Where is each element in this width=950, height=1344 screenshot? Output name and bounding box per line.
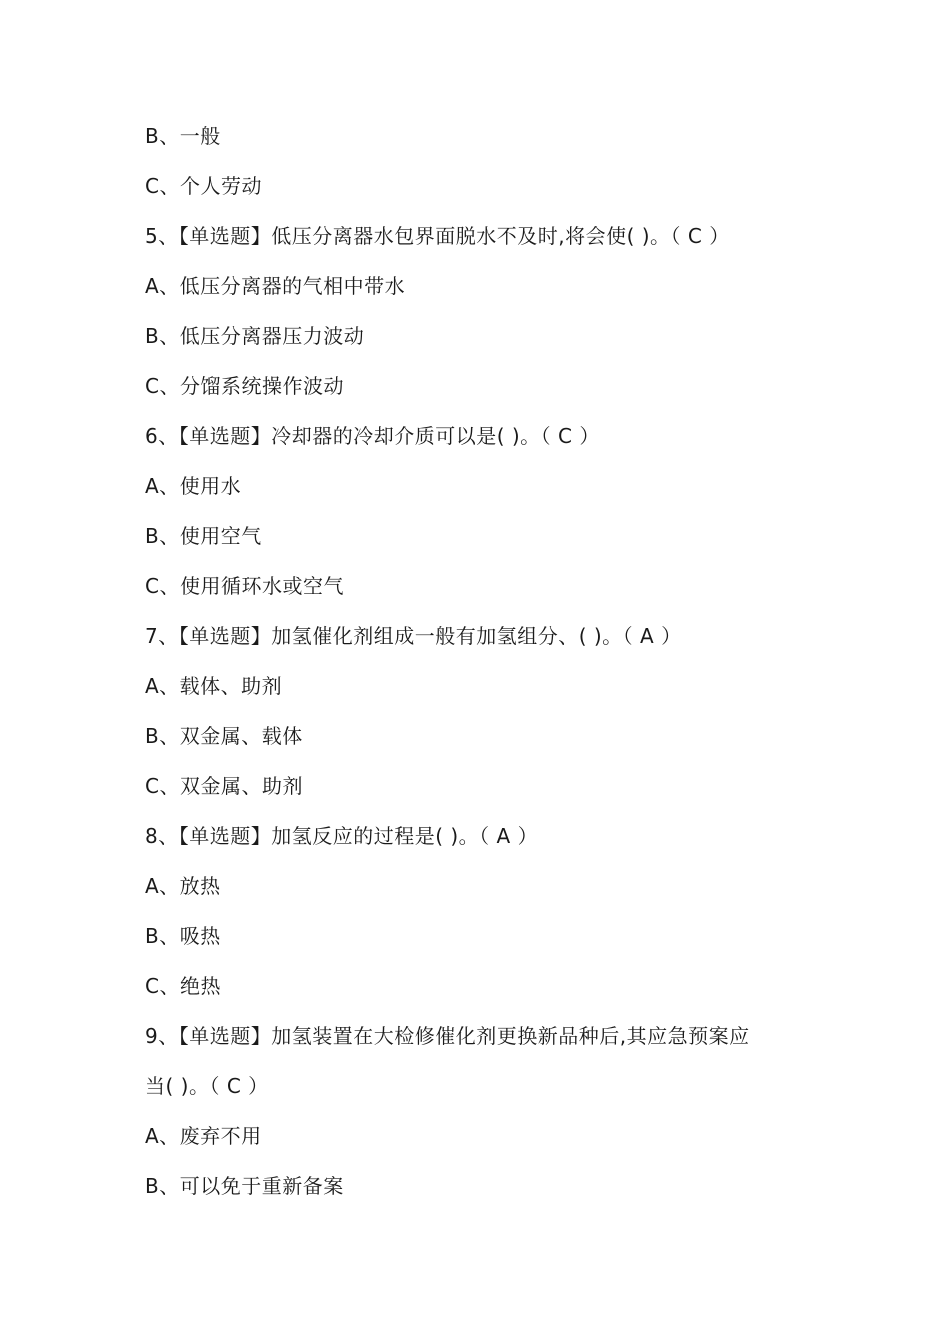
option-a-q8: A、放热 bbox=[145, 874, 221, 898]
option-b-q9: B、可以免于重新备案 bbox=[145, 1174, 344, 1198]
option-c-q7: C、双金属、助剂 bbox=[145, 774, 303, 798]
option-c-q8: C、绝热 bbox=[145, 974, 221, 998]
option-a-q7: A、载体、助剂 bbox=[145, 674, 283, 698]
option-a-q6: A、使用水 bbox=[145, 474, 242, 498]
option-b-q8: B、吸热 bbox=[145, 924, 221, 948]
question-8: 8、【单选题】加氢反应的过程是( )。（ A ） bbox=[145, 824, 539, 848]
option-b-q7: B、双金属、载体 bbox=[145, 724, 303, 748]
question-5: 5、【单选题】低压分离器水包界面脱水不及时,将会使( )。（ C ） bbox=[145, 224, 730, 248]
option-a-q5: A、低压分离器的气相中带水 bbox=[145, 274, 406, 298]
question-9-line-1: 9、【单选题】加氢装置在大检修催化剂更换新品种后,其应急预案应 bbox=[145, 1024, 750, 1048]
question-9-line-2: 当( )。（ C ） bbox=[145, 1074, 269, 1098]
option-b-q6: B、使用空气 bbox=[145, 524, 262, 548]
option-c-q4: C、个人劳动 bbox=[145, 174, 262, 198]
option-a-q9: A、废弃不用 bbox=[145, 1124, 262, 1148]
question-7: 7、【单选题】加氢催化剂组成一般有加氢组分、( )。（ A ） bbox=[145, 624, 682, 648]
option-b-q5: B、低压分离器压力波动 bbox=[145, 324, 365, 348]
option-c-q5: C、分馏系统操作波动 bbox=[145, 374, 344, 398]
question-6: 6、【单选题】冷却器的冷却介质可以是( )。（ C ） bbox=[145, 424, 600, 448]
option-b-q4: B、一般 bbox=[145, 124, 221, 148]
option-c-q6: C、使用循环水或空气 bbox=[145, 574, 344, 598]
